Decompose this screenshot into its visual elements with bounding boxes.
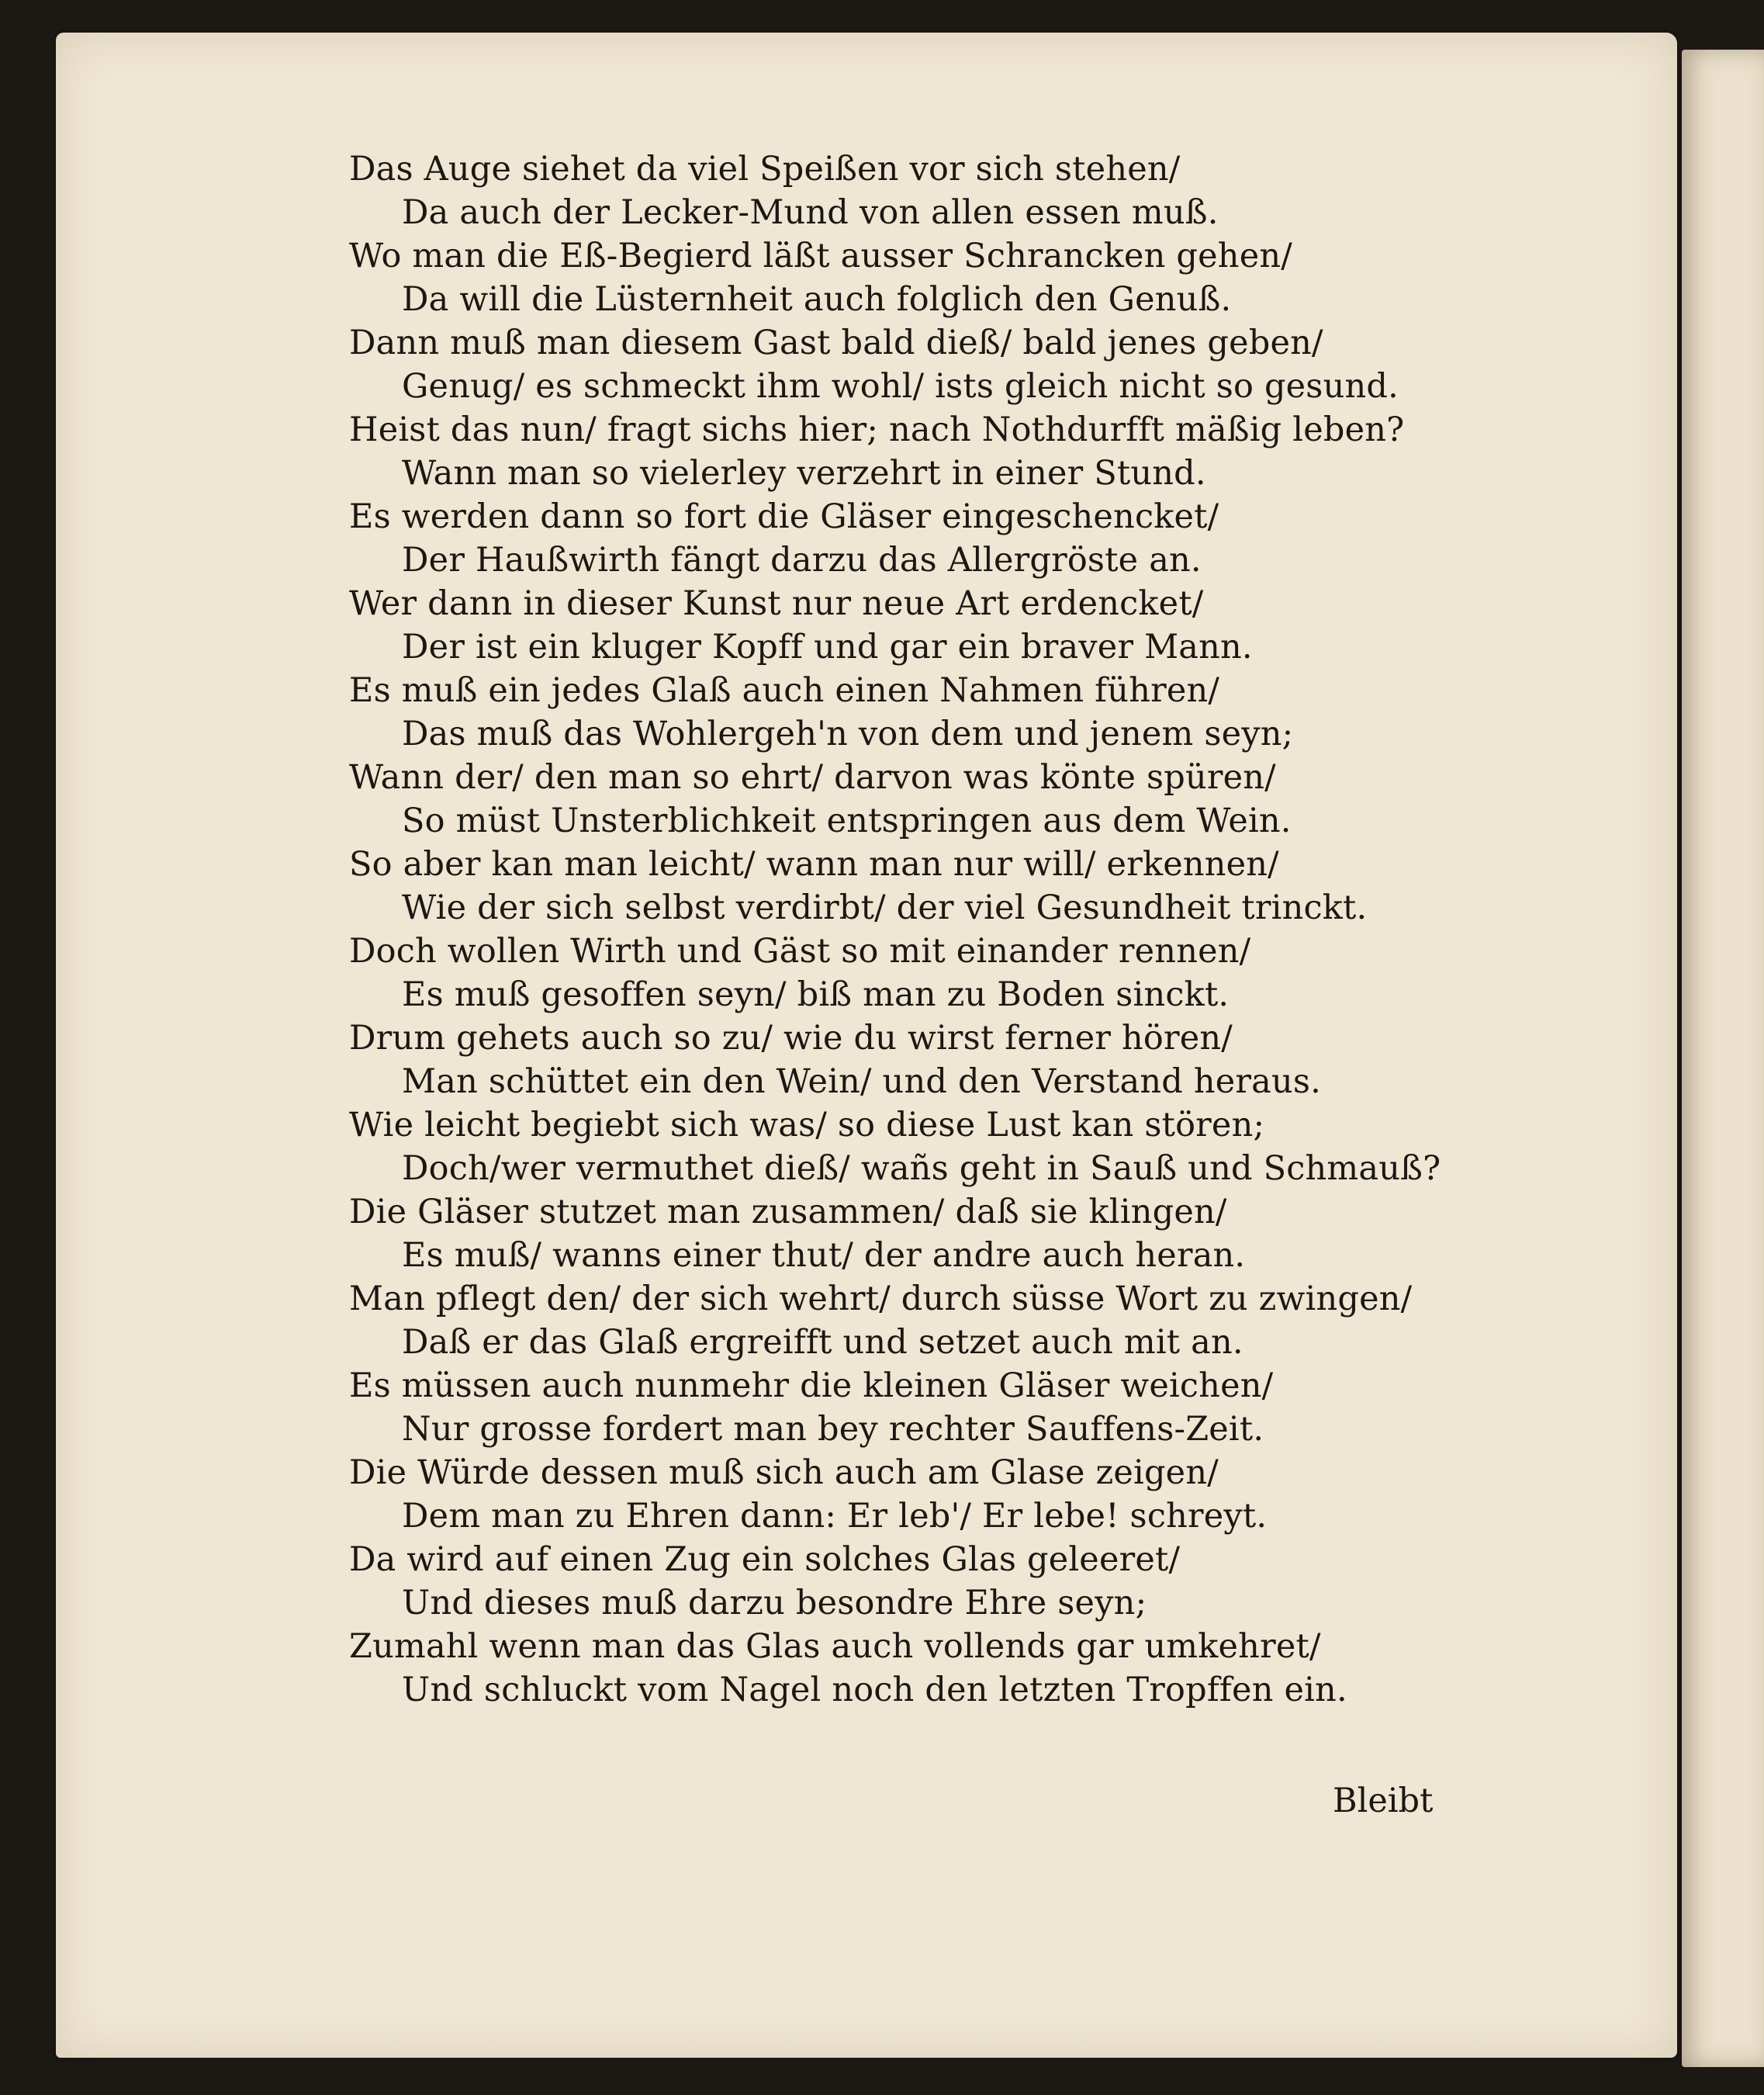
facing-page-edge [1682, 50, 1764, 2067]
poem-line: Wo man die Eß-Begierd läßt ausser Schrancken gehen/ [349, 237, 1292, 275]
poem-line: Es müssen auch nunmehr die kleinen Gläser weichen/ [349, 1366, 1274, 1405]
poem-line: Dann muß man diesem Gast bald dieß/ bald jenes geben/ [349, 324, 1323, 362]
catchword: Bleibt [1333, 1782, 1434, 1820]
poem-line: So aber kan man leicht/ wann man nur will/ erkennen/ [349, 845, 1279, 884]
poem-line: Der ist ein kluger Kopff und gar ein braver Mann. [402, 628, 1253, 667]
poem-line: Man schüttet ein den Wein/ und den Verstand heraus. [402, 1062, 1322, 1101]
poem-line: Wann der/ den man so ehrt/ darvon was könte spüren/ [349, 758, 1276, 797]
poem-line: Die Gläser stutzet man zusammen/ daß sie klingen/ [349, 1193, 1227, 1231]
poem-line: Wer dann in dieser Kunst nur neue Art erdencket/ [349, 584, 1204, 623]
poem-line: Genug/ es schmeckt ihm wohl/ ists gleich nicht so gesund. [402, 367, 1399, 406]
poem-line: Die Würde dessen muß sich auch am Glase zeigen/ [349, 1453, 1219, 1492]
poem-line: Daß er das Glaß ergreifft und setzet auch mit an. [402, 1323, 1243, 1362]
poem-line: Heist das nun/ fragt sichs hier; nach Nothdurfft mäßig leben? [349, 410, 1405, 449]
poem-line: Wann man so vielerley verzehrt in einer Stund. [402, 454, 1206, 493]
poem-line: Zumahl wenn man das Glas auch vollends gar umkehret/ [349, 1627, 1321, 1666]
poem-line: Und dieses muß darzu besondre Ehre seyn; [402, 1584, 1147, 1622]
poem-line: Wie der sich selbst verdirbt/ der viel Gesundheit trinckt. [402, 888, 1368, 927]
poem-line: Drum gehets auch so zu/ wie du wirst ferner hören/ [349, 1019, 1233, 1058]
poem-line: Nur grosse fordert man bey rechter Sauffens-Zeit. [402, 1410, 1264, 1449]
poem-line: Es muß gesoffen seyn/ biß man zu Boden sinckt. [402, 975, 1230, 1014]
poem-line: Doch wollen Wirth und Gäst so mit einander rennen/ [349, 932, 1251, 971]
poem-line: Da wird auf einen Zug ein solches Glas geleeret/ [349, 1540, 1181, 1579]
poem-line: Und schluckt vom Nagel noch den letzten Tropffen ein. [402, 1671, 1347, 1709]
poem-line: Dem man zu Ehren dann: Er leb'/ Er lebe! schreyt. [402, 1497, 1268, 1536]
poem-text [349, 147, 1544, 1712]
poem-line: Man pflegt den/ der sich wehrt/ durch süsse Wort zu zwingen/ [349, 1280, 1413, 1318]
poem-line: Da auch der Lecker-Mund von allen essen muß. [402, 193, 1219, 232]
poem-line: Das Auge siehet da viel Speißen vor sich stehen/ [349, 150, 1181, 189]
poem-line: Es werden dann so fort die Gläser eingeschencket/ [349, 497, 1219, 536]
poem-line: So müst Unsterblichkeit entspringen aus dem Wein. [402, 802, 1292, 840]
poem-line: Da will die Lüsternheit auch folglich den Genuß. [402, 280, 1232, 319]
poem-line: Das muß das Wohlergeh'n von dem und jenem seyn; [402, 715, 1294, 753]
poem-line: Doch/wer vermuthet dieß/ wañs geht in Sauß und Schmauß? [402, 1149, 1441, 1188]
poem-line: Es muß/ wanns einer thut/ der andre auch heran. [402, 1236, 1246, 1275]
poem-line: Es muß ein jedes Glaß auch einen Nahmen führen/ [349, 671, 1220, 710]
poem-line: Der Haußwirth fängt darzu das Allergröste an. [402, 541, 1202, 580]
poem-line: Wie leicht begiebt sich was/ so diese Lust kan stören; [349, 1106, 1265, 1144]
